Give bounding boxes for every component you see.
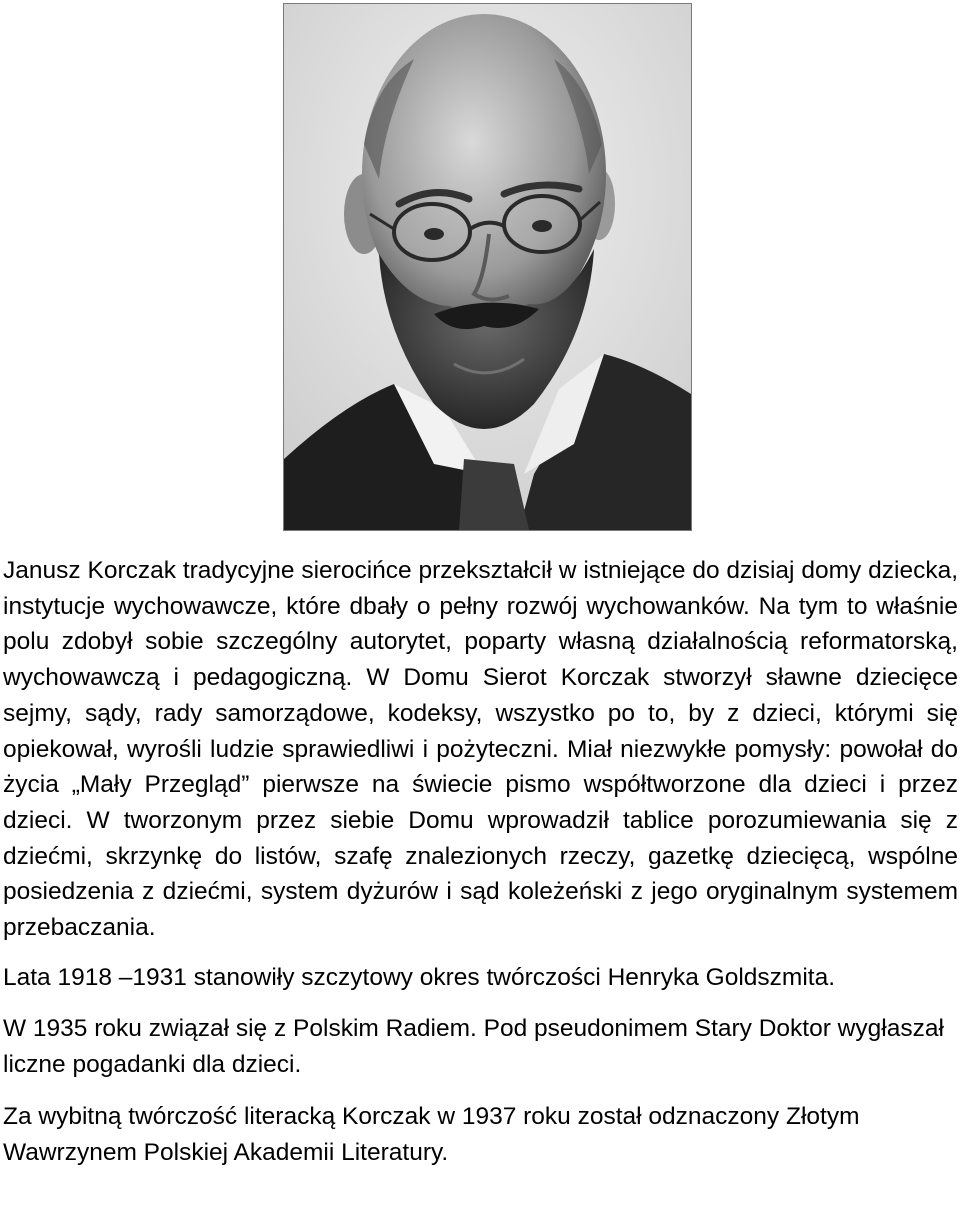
portrait-photo [283,3,692,531]
paragraph-4: Za wybitną twórczość literacką Korczak w 1937 roku został odznaczony Złotym Wawrzynem Polskiej Akademii Literatury. [3,1102,860,1166]
paragraph-2: Lata 1918 –1931 stanowiły szczytowy okres twórczości Henryka Goldszmita. [3,963,835,991]
paragraph-1: Janusz Korczak tradycyjne sierocińce przekształcił w istniejące do dzisiaj domy dziecka, instytucje wychowawcze, które dbały o pełny rozwój wychowanków. Na tym to właśnie polu zdobył sobie szczególny autorytet, poparty własną działalnością reformatorską, wychowawczą i pedagogiczną. W Domu Sierot Korczak stworzył sławne dziecięce sejmy, sądy, rady samorządowe, kodeksy, wszystko po to, by z dzieci, którymi się opiekował, wyrośli ludzie sprawiedliwi i pożyteczni. Miał niezwykłe pomysły: powołał do życia „Mały Przegląd” pierwsze na świecie pismo współtworzone dla dzieci i przez dzieci. W tworzonym przez siebie Domu wprowadził tablice porozumiewania się z dziećmi, skrzynkę do listów, szafę znalezionych rzeczy, gazetkę dziecięcą, wspólne posiedzenia z dziećmi, system dyżurów i sąd koleżeński z jego oryginalnym systemem przebaczania. [3,557,958,942]
portrait-illustration [284,4,691,530]
article-text [3,553,958,1170]
paragraph-3: W 1935 roku związał się z Polskim Radiem. Pod pseudonimem Stary Doktor wygłaszał liczne pogadanki dla dzieci. [3,1015,944,1079]
